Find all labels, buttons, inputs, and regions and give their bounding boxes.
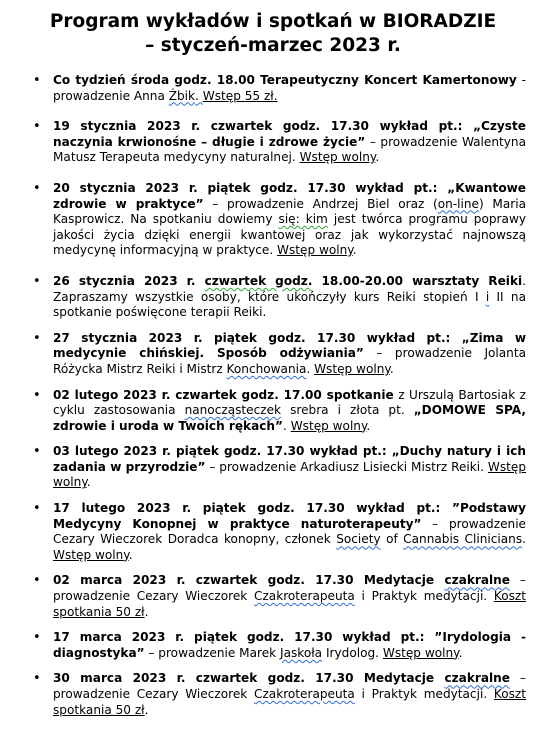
- bullet-icon: •: [33, 671, 41, 687]
- bullet-icon: •: [33, 630, 41, 646]
- bullet-icon: •: [33, 73, 41, 88]
- event-heading: 20 stycznia 2023 r. piątek godz. 17.30 wykład pt.: „Kwantowe zdrowie w praktyce”: [53, 180, 526, 211]
- event-text: .: [522, 532, 526, 547]
- event-heading: 02 marca 2023 r. czwartek godz. 17.30 Medytacje: [53, 573, 445, 588]
- bullet-icon: •: [33, 573, 41, 589]
- title-line-2: – styczeń-marzec 2023 r.: [145, 35, 401, 56]
- event-list: [20, 73, 526, 718]
- event-item: [20, 671, 526, 718]
- event-item: [20, 181, 526, 259]
- event-text: – prowadzenie Cezary Wieczorek: [53, 573, 526, 604]
- bullet-icon: •: [33, 501, 41, 517]
- event-text: Czakroterapeuta: [254, 589, 355, 604]
- event-heading: czakralne: [444, 573, 510, 588]
- event-heading: 19 stycznia 2023 r. czwartek godz. 17.30 wykład pt.: „Czyste naczynia krwionośne – długie i zdrowe życie”: [53, 119, 526, 149]
- event-text: .: [128, 547, 133, 562]
- event-text: i: [485, 289, 490, 304]
- event-item: [20, 331, 526, 378]
- event-text: II na spotkanie poświęcone terapii Reiki.: [53, 289, 526, 320]
- event-entry: Wstęp wolny: [314, 361, 390, 376]
- event-entry: Wstęp 55 zł.: [202, 88, 278, 103]
- event-heading: 18.00-20.00 warsztaty Reiki: [312, 273, 523, 288]
- event-entry: Wstęp wolny: [299, 150, 376, 165]
- event-text: Konchowania: [226, 361, 307, 376]
- event-heading: Co tydzień środa godz. 18.00 Terapeutyczny Koncert Kamertonowy: [53, 73, 517, 87]
- event-text: Irydolog.: [322, 645, 383, 660]
- event-heading: 17 lutego 2023 r. piątek godz. 17.30 wykład pt.: ”Podstawy Medycyny Konopnej w praktyce naturoterapeuty”: [53, 501, 526, 531]
- event-text: nanocząsteczek: [184, 403, 282, 418]
- bullet-icon: •: [33, 444, 41, 460]
- event-entry: Wstęp wolny: [53, 459, 526, 490]
- title-line-1: Program wykładów i spotkań w BIORADZIE: [49, 11, 497, 32]
- event-item: [20, 573, 526, 620]
- event-text: – prowadzenie Cezary Wieczorek Doradca konopny, członek: [53, 516, 526, 547]
- event-item: [20, 388, 526, 435]
- event-heading: 02 lutego 2023 r. czwartek godz. 17.00 spotkanie: [53, 387, 394, 402]
- event-text: .: [144, 702, 149, 717]
- event-text: – prowadzenie Walentyna Matusz Terapeuta medycyny naturalnej.: [53, 134, 526, 165]
- event-text: – prowadzenie Cezary Wieczorek: [53, 671, 526, 701]
- event-text: srebra i złota pt.: [281, 403, 414, 418]
- event-text: i Praktyk medytacji.: [354, 687, 494, 701]
- bullet-icon: •: [33, 273, 41, 289]
- event-text: – prowadzenie Jolanta Różycka Mistrz Reiki i Mistrz: [53, 346, 527, 376]
- event-text: Cannabis Clinicians: [403, 532, 523, 547]
- event-text: – prowadzenie Arkadiusz Lisiecki Mistrz Reiki.: [205, 459, 488, 474]
- event-text: ) Maria Kasprowicz. Na spotkaniu dowiemy: [53, 196, 526, 227]
- event-heading: „DOMOWE SPA, zdrowie i uroda w Twoich rękach”: [53, 403, 526, 433]
- event-text: of: [380, 532, 404, 547]
- event-heading: czakralne: [444, 671, 510, 686]
- event-heading: 17 marca 2023 r. piątek godz. 17.30 wykład pt.: ”Irydologia - diagnostyka”: [53, 630, 526, 660]
- event-heading: 03 lutego 2023 r. piątek godz. 17.30 wykład pt.: „Duchy natury i ich zadania w przyrodzie”: [53, 444, 526, 474]
- event-entry: Wstęp wolny: [382, 645, 459, 660]
- event-text: .: [352, 243, 357, 258]
- event-text: Jaskoła: [280, 645, 323, 660]
- bullet-icon: •: [33, 330, 41, 346]
- event-text: .: [282, 418, 291, 433]
- event-entry: Wstęp wolny: [290, 418, 367, 433]
- event-text: – prowadzenie Andrzej Biel oraz (: [203, 196, 438, 211]
- event-text: - prowadzenie Anna: [53, 73, 526, 103]
- event-heading: 26 stycznia 2023 r.: [53, 273, 205, 288]
- event-item: [20, 444, 526, 491]
- event-entry: Wstęp wolny: [53, 547, 129, 562]
- page-title: [20, 10, 526, 58]
- event-entry: Wstęp wolny: [277, 243, 353, 258]
- event-online: on-line: [437, 196, 479, 211]
- event-item: [20, 119, 526, 166]
- event-text: .: [86, 475, 91, 490]
- event-text: .: [366, 418, 371, 433]
- event-heading: 27 stycznia 2023 r. piątek godz. 17.30 wykład pt.: „Zima w medycynie chińskiej. Sposób odżywiania”: [53, 330, 526, 361]
- event-text: i Praktyk medytacji.: [354, 589, 494, 604]
- event-name: Żbik: [168, 88, 196, 103]
- event-text: z Urszulą Bartosiak z cyklu zastosowania: [53, 387, 526, 418]
- event-text: .: [306, 361, 315, 376]
- event-text: Society: [336, 532, 381, 547]
- event-text: Czakroterapeuta: [254, 687, 355, 701]
- event-text: jest twórca programu poprawy jakości życia dzięki energii kwantowej oraz jak wykorzystać najnowszą medycynę informacyjną w praktyce.: [53, 212, 526, 258]
- event-text: .: [389, 361, 394, 376]
- event-heading: 30 marca 2023 r. czwartek godz. 17.30 Medytacje: [53, 671, 445, 686]
- bullet-icon: •: [33, 387, 41, 403]
- bullet-icon: •: [33, 119, 41, 135]
- event-entry: Koszt spotkania 50 zł: [53, 589, 526, 619]
- event-heading: czwartek godz.: [204, 273, 313, 288]
- event-item: [20, 274, 526, 321]
- event-entry: Koszt spotkania 50 zł: [53, 687, 526, 717]
- event-item: [20, 73, 526, 104]
- event-text: się: kim: [278, 212, 328, 227]
- event-text: .: [458, 645, 463, 660]
- event-text: – prowadzenie Marek: [144, 645, 280, 660]
- event-item: [20, 501, 526, 563]
- bullet-icon: •: [33, 180, 41, 196]
- event-text: . Zapraszamy wszystkie osoby, które ukończyły kurs Reiki stopień I: [53, 273, 527, 304]
- event-text: .: [195, 88, 203, 103]
- event-item: [20, 630, 526, 661]
- event-text: .: [144, 604, 149, 619]
- event-text: .: [375, 150, 380, 165]
